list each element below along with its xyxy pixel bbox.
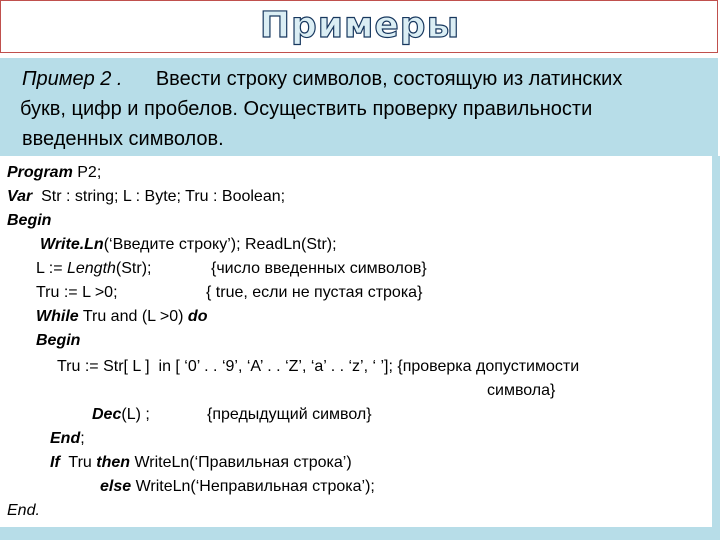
task-line-3: введенных символов. <box>22 128 224 150</box>
function-writeln: Write.Ln <box>40 236 104 253</box>
code-text: WriteLn(‘Правильная строка’) <box>130 454 352 471</box>
task-label: Пример 2 . <box>22 68 123 90</box>
code-text: (‘Введите строку’); ReadLn(Str); <box>103 236 337 253</box>
code-text: Str : string; L : Byte; Tru : Boolean; <box>32 188 286 205</box>
code-comment-6: { true, если не пустая строка} <box>206 284 423 301</box>
function-length: Length <box>66 260 116 277</box>
keyword-program: Program <box>7 164 73 181</box>
code-text: WriteLn(‘Неправильная строка’); <box>131 478 375 495</box>
slide-title: Примеры <box>259 5 461 46</box>
code-line-10 <box>92 405 150 425</box>
code-line-13 <box>100 477 375 497</box>
keyword-while: While <box>36 308 79 325</box>
code-line-11 <box>50 429 85 449</box>
keyword-end-inner: End <box>50 430 81 447</box>
code-comment-10: {предыдущий символ} <box>207 406 372 423</box>
code-line-9: Tru := Str[ L ] in [ ‘0’ . . ‘9’, ‘A’ . . ‘Z’, ‘a’ . . ‘z’, ‘ ’]; {проверка допустимости <box>57 358 580 375</box>
code-comment-5: {число введенных символов} <box>211 260 427 277</box>
title-box <box>0 0 718 53</box>
function-dec: Dec <box>92 406 122 423</box>
code-text: L := <box>36 260 67 277</box>
code-line-6: Tru := L >0; <box>36 284 118 301</box>
keyword-if: If <box>50 454 60 471</box>
code-line-2 <box>7 187 285 207</box>
task-line-2: букв, цифр и пробелов. Осуществить проверку правильности <box>20 98 593 120</box>
keyword-do: do <box>187 308 208 325</box>
task-box <box>0 58 718 156</box>
keyword-begin: Begin <box>7 212 52 229</box>
code-line-3 <box>7 211 51 231</box>
keyword-begin-inner: Begin <box>36 332 81 349</box>
task-line-1-text: Ввести строку символов, состоящую из латинских <box>155 68 623 90</box>
code-line-14 <box>7 501 40 521</box>
code-line-7 <box>36 307 207 327</box>
code-line-1 <box>7 163 101 183</box>
decor-strip-right <box>712 156 720 540</box>
code-text: Tru <box>59 454 97 471</box>
decor-strip-bottom <box>0 527 720 540</box>
code-line-8 <box>36 331 80 351</box>
code-text: Tru and (L >0) <box>78 308 188 325</box>
code-line-5 <box>36 259 151 279</box>
keyword-var: Var <box>7 188 33 205</box>
keyword-else: else <box>100 478 132 495</box>
code-text: P2; <box>72 164 102 181</box>
code-line-4 <box>40 235 337 255</box>
code-line-12 <box>50 453 352 473</box>
code-text: (L) ; <box>121 406 150 423</box>
code-line-9-cont: символа} <box>487 382 556 399</box>
task-line-1 <box>22 68 622 91</box>
code-text: (Str); <box>115 260 152 277</box>
code-text: ; <box>80 430 85 447</box>
keyword-then: then <box>96 454 131 471</box>
keyword-end-final: End. <box>7 502 40 519</box>
